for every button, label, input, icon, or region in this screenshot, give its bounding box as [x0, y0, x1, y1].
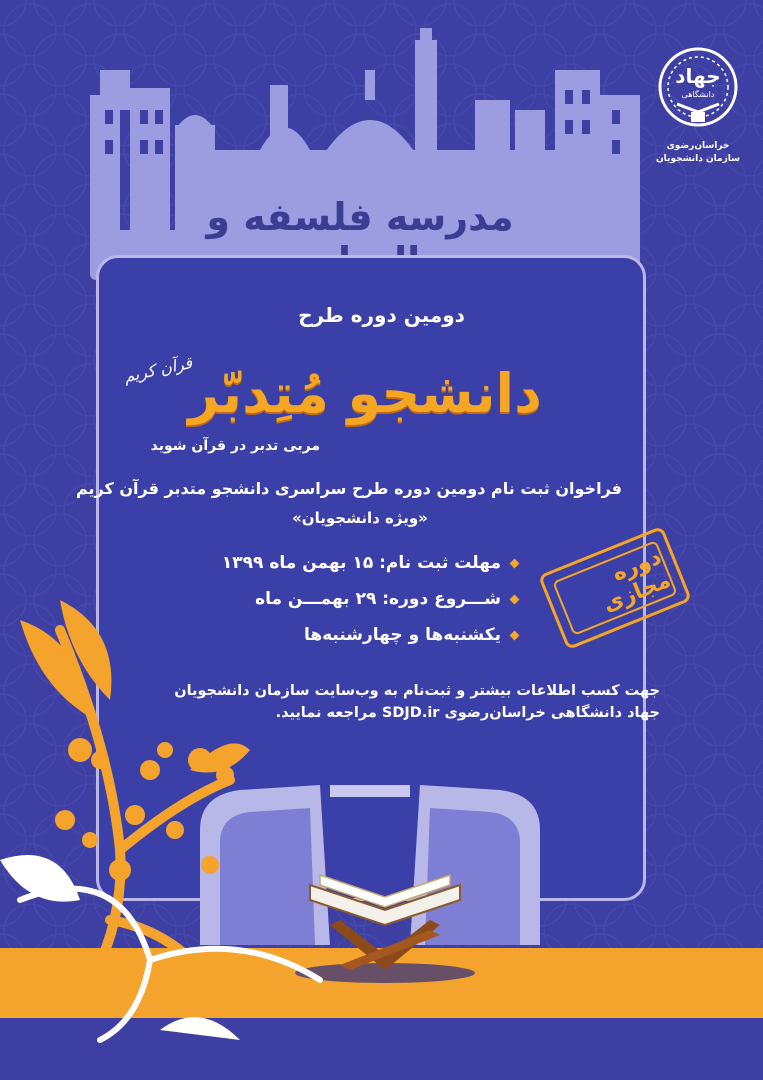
subtitle: دومین دوره طرح	[298, 303, 465, 327]
main-title-suffix: قرآن کریم	[122, 353, 194, 386]
floral-ornament-illustration	[0, 600, 330, 1060]
tagline: مربی تدبر در قرآن شوید	[150, 438, 320, 454]
main-title: دانشجو مُتِدبّر	[188, 362, 542, 425]
diamond-bullet-icon	[510, 630, 520, 640]
stamp-text: دوره مجازی	[552, 540, 678, 636]
registration-audience: «ویژه دانشجویان»	[292, 509, 428, 527]
bullet-text: یکشنبه‌ها و چهارشنبه‌ها	[303, 625, 501, 645]
bullet-text: مهلت ثبت نام: ۱۵ بهمن ماه ۱۳۹۹	[221, 553, 501, 573]
logo-brand: جهاد	[675, 64, 721, 88]
bullet-text: شـــروع دوره: ۲۹ بهمـــن ماه	[255, 589, 501, 609]
org-line-2: سازمان دانشجویان	[656, 154, 740, 164]
school-title: مدرسه فلسفه و	[206, 195, 514, 239]
bullet-days	[304, 625, 518, 645]
bullet-deadline	[222, 553, 518, 573]
registration-call: فراخوان ثبت نام دومین دوره طرح سراسری دانشجو متدبر قرآن کریم	[76, 479, 622, 498]
organization-name	[648, 140, 748, 166]
diamond-bullet-icon	[510, 558, 520, 568]
logo-brand-sub: دانشگاهی	[681, 90, 715, 99]
diamond-bullet-icon	[510, 594, 520, 604]
org-line-1: خراسان‌رضوی	[666, 141, 730, 151]
info-line-2: جهاد دانشگاهی خراسان‌رضوی SDJD.ir مراجعه نمایید.	[275, 705, 660, 721]
info-line-1: جهت کسب اطلاعات بیشتر و ثبت‌نام به وب‌سایت سازمان دانشجویان	[174, 683, 660, 699]
